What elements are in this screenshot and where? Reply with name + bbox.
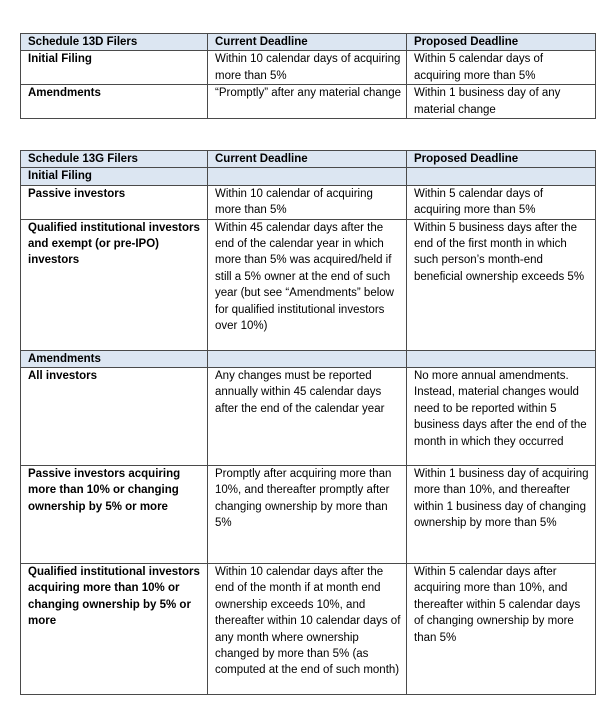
table-row bbox=[21, 466, 596, 564]
section-label: Amendments bbox=[21, 350, 208, 367]
proposed-deadline-cell: Within 1 business day of any material change bbox=[407, 85, 596, 119]
header-filer-type: Schedule 13D Filers bbox=[21, 34, 208, 51]
proposed-deadline-cell: Within 5 calendar days after acquiring more than 10%, and thereafter within 5 calendar days of changing ownership by more than 5% bbox=[407, 564, 596, 695]
proposed-deadline-cell: Within 5 calendar days of acquiring more than 5% bbox=[407, 185, 596, 219]
proposed-deadline-cell: Within 5 calendar days of acquiring more than 5% bbox=[407, 51, 596, 85]
table-row bbox=[21, 368, 596, 466]
section-label: Initial Filing bbox=[21, 168, 208, 185]
proposed-deadline-cell: Within 1 business day of acquiring more than 10%, and thereafter within 1 business day of changing ownership by more than 5% bbox=[407, 466, 596, 564]
header-proposed-deadline: Proposed Deadline bbox=[407, 34, 596, 51]
row-label: Qualified institutional investors acquiring more than 10% or changing ownership by 5% or more bbox=[21, 564, 208, 695]
table-row bbox=[21, 219, 596, 350]
table-row bbox=[21, 85, 596, 119]
header-proposed-deadline: Proposed Deadline bbox=[407, 151, 596, 168]
current-deadline-cell: Within 10 calendar days of acquiring more than 5% bbox=[208, 51, 407, 85]
proposed-deadline-cell: Within 5 business days after the end of the first month in which such person’s month-end beneficial ownership exceeds 5% bbox=[407, 219, 596, 350]
row-label: Passive investors bbox=[21, 185, 208, 219]
header-filer-type: Schedule 13G Filers bbox=[21, 151, 208, 168]
header-current-deadline: Current Deadline bbox=[208, 151, 407, 168]
current-deadline-cell: Within 10 calendar of acquiring more than 5% bbox=[208, 185, 407, 219]
table-row bbox=[21, 185, 596, 219]
row-label: Initial Filing bbox=[21, 51, 208, 85]
header-current-deadline: Current Deadline bbox=[208, 34, 407, 51]
current-deadline-cell: Within 10 calendar days after the end of the month if at month end ownership exceeds 10%, and thereafter within 10 calendar days of any month where ownership changed by more than 5% (as computed at the end of such month) bbox=[208, 564, 407, 695]
proposed-deadline-cell: No more annual amendments. Instead, material changes would need to be reported within 5 business days after the end of the month in which they occurred bbox=[407, 368, 596, 466]
table-header-row bbox=[21, 151, 596, 168]
section-row-amendments bbox=[21, 350, 596, 367]
current-deadline-cell: “Promptly” after any material change bbox=[208, 85, 407, 119]
row-label: Passive investors acquiring more than 10% or changing ownership by 5% or more bbox=[21, 466, 208, 564]
table-row bbox=[21, 564, 596, 695]
table-row bbox=[21, 51, 596, 85]
current-deadline-cell: Any changes must be reported annually within 45 calendar days after the end of the calendar year bbox=[208, 368, 407, 466]
schedule-13g-table bbox=[20, 150, 596, 695]
row-label: Amendments bbox=[21, 85, 208, 119]
table-header-row bbox=[21, 34, 596, 51]
section-row-initial-filing bbox=[21, 168, 596, 185]
row-label: Qualified institutional investors and exempt (or pre-IPO) investors bbox=[21, 219, 208, 350]
current-deadline-cell: Promptly after acquiring more than 10%, and thereafter promptly after changing ownership by more than 5% bbox=[208, 466, 407, 564]
current-deadline-cell: Within 45 calendar days after the end of the calendar year in which more than 5% was acquired/held if still a 5% owner at the end of such year (but see “Amendments” below for qualified institutional investors over 10%) bbox=[208, 219, 407, 350]
row-label: All investors bbox=[21, 368, 208, 466]
schedule-13d-table bbox=[20, 33, 596, 119]
